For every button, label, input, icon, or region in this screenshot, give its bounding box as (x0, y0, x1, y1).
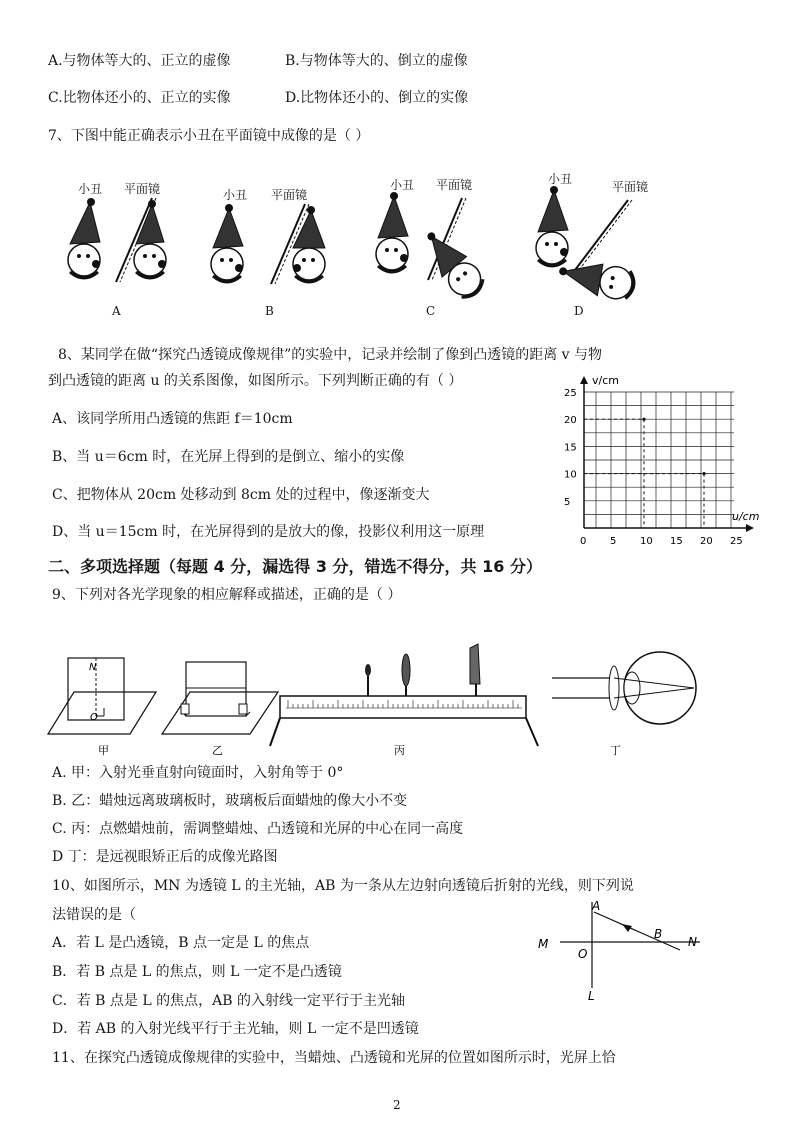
mirror-label: 平面镜 (124, 182, 161, 196)
figure-yi (162, 662, 278, 734)
page-number: 2 (393, 1098, 401, 1112)
n-label: N (89, 662, 97, 673)
q6-option-a: A.与物体等大的、正立的虚像 (48, 53, 231, 69)
q7-figure-b (205, 172, 335, 322)
q10-stem-line2: 法错误的是（ (52, 907, 136, 923)
option-letter-b: B (265, 304, 274, 318)
q9-option-c: C. 丙：点燃蜡烛前，需调整蜡烛、凸透镜和光屏的中心在同一高度 (52, 821, 464, 837)
clown-label: 小丑 (548, 172, 573, 186)
chart-series (584, 418, 706, 528)
y-tick-labels (564, 388, 577, 508)
q8-stem-line2: 到凸透镜的距离 u 的关系图像，如图所示。下列判断正确的有（ ） (48, 373, 463, 389)
q8-option-c: C、把物体从 20cm 处移动到 8cm 处的过程中，像逐渐变大 (52, 487, 430, 503)
chart-axes (580, 376, 754, 532)
q8-stem-line1: 8、某同学在做“探究凸透镜成像规律”的实验中，记录并绘制了像到凸透镜的距离 v 与物 (58, 347, 603, 363)
q10-option-a: A．若 L 是凸透镜，B 点一定是 L 的焦点 (52, 935, 310, 951)
data-point (702, 472, 705, 475)
label-jia: 甲 (98, 744, 109, 757)
q10-option-d: D．若 AB 的入射光线平行于主光轴，则 L 一定不是凹透镜 (52, 1021, 419, 1037)
figure-ding (552, 652, 696, 724)
q7-stem: 7、下图中能正确表示小丑在平面镜中成像的是（ ） (48, 128, 370, 144)
q7-figure-d (532, 166, 672, 322)
x-tick-labels (580, 536, 743, 547)
ray-ab (594, 912, 680, 950)
mirror-label: 平面镜 (436, 178, 473, 192)
x-tick-label: 15 (670, 536, 683, 547)
label-ding: 丁 (610, 744, 621, 757)
clown-label: 小丑 (223, 188, 248, 202)
q9-stem: 9、下列对各光学现象的相应解释或描述，正确的是（ ） (52, 587, 402, 603)
clown-label: 小丑 (78, 182, 103, 196)
x-axis-label: u/cm (732, 510, 760, 523)
label-bing: 丙 (394, 744, 405, 757)
x-tick-label: 0 (580, 536, 587, 547)
x-tick-label: 25 (730, 536, 743, 547)
point-b-label: B (654, 927, 663, 941)
figure-jia (48, 658, 156, 734)
q9-option-d: D 丁：是远视眼矫正后的成像光路图 (52, 849, 278, 865)
q9-figures (44, 640, 764, 760)
y-tick-label: 20 (564, 415, 577, 427)
x-tick-label: 20 (700, 536, 713, 547)
ray-arrow (622, 924, 632, 932)
q9-option-a: A. 甲：入射光垂直射向镜面时，入射角等于 0° (52, 765, 344, 781)
mirror-label: 平面镜 (271, 188, 308, 202)
y-axis-arrow (580, 376, 588, 384)
q6-option-d: D.比物体还小的、倒立的实像 (285, 90, 469, 106)
y-tick-label: 25 (564, 388, 577, 399)
q7-figure-c (370, 168, 500, 322)
section2-heading: 二、多项选择题（每题 4 分，漏选得 3 分，错选不得分，共 16 分） (48, 557, 542, 576)
data-point (642, 418, 645, 421)
point-o-label: O (578, 947, 588, 961)
y-tick-label: 10 (564, 469, 577, 481)
q10-lens-diagram (530, 896, 710, 1006)
lens-l-label: L (588, 989, 595, 1003)
option-letter-d: D (574, 304, 584, 318)
x-tick-label: 10 (640, 536, 653, 547)
option-letter-a: A (112, 304, 121, 318)
label-yi: 乙 (212, 744, 223, 757)
q10-option-b: B．若 B 点是 L 的焦点，则 L 一定不是凸透镜 (52, 964, 342, 980)
option-letter-c: C (426, 304, 436, 318)
point-m-label: M (538, 937, 549, 951)
q7-figure-a (60, 172, 180, 322)
clown-mirror-drawing (205, 172, 335, 322)
clown-mirror-drawing (370, 168, 500, 322)
q8-option-d: D、当 u＝15cm 时，在光屏得到的是放大的像，投影仪利用这一原理 (52, 524, 485, 540)
y-tick-label: 15 (564, 442, 577, 454)
y-axis-label: v/cm (592, 374, 619, 387)
clown-mirror-drawing (532, 166, 672, 322)
q8-uv-chart (560, 370, 766, 554)
mirror-label: 平面镜 (612, 180, 649, 194)
clown-mirror-drawing (60, 172, 180, 322)
q6-option-b: B.与物体等大的、倒立的虚像 (285, 53, 468, 69)
chart-grid (584, 392, 734, 528)
q9-option-b: B. 乙：蜡烛远离玻璃板时，玻璃板后面蜡烛的像大小不变 (52, 793, 408, 809)
point-a-label: A (592, 899, 601, 913)
clown-label: 小丑 (390, 178, 415, 192)
x-axis-arrow (746, 524, 754, 532)
q10-stem-line1: 10、如图所示，MN 为透镜 L 的主光轴，AB 为一条从左边射向透镜后折射的光线，则下列说 (52, 878, 634, 894)
x-tick-label: 5 (610, 536, 617, 547)
q8-option-a: A、该同学所用凸透镜的焦距 f＝10cm (52, 411, 293, 427)
y-tick-label: 5 (564, 496, 571, 508)
q11-stem: 11、在探究凸透镜成像规律的实验中，当蜡烛、凸透镜和光屏的位置如图所示时，光屏上恰 (52, 1050, 616, 1066)
q6-option-c: C.比物体还小的、正立的实像 (48, 90, 231, 106)
figure-bing (270, 644, 538, 746)
q10-option-c: C．若 B 点是 L 的焦点，AB 的入射线一定平行于主光轴 (52, 993, 405, 1009)
point-n-label: N (688, 935, 697, 949)
o-label: O (90, 712, 98, 723)
q8-option-b: B、当 u＝6cm 时，在光屏上得到的是倒立、缩小的实像 (52, 449, 405, 465)
